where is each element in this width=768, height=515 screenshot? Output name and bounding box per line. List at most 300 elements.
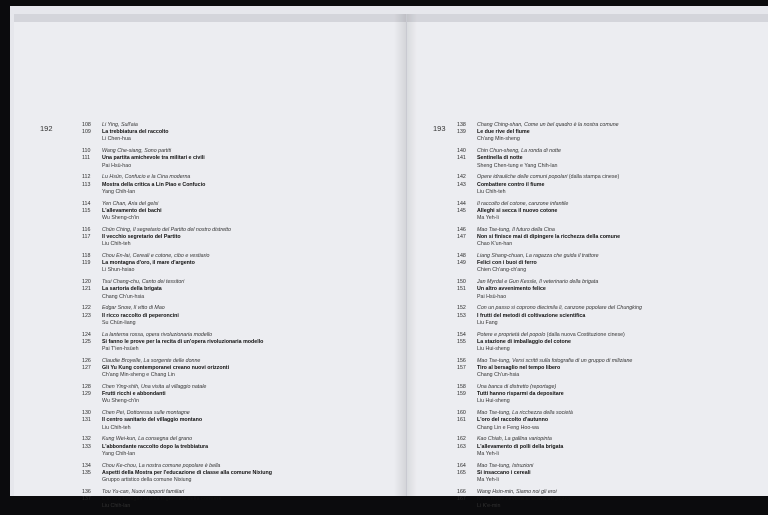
artwork-title: L'allevamento dei bachi [102, 207, 162, 214]
caption-entry [82, 489, 398, 511]
artist-name: Ma Yeh-li [477, 215, 499, 222]
page-ref: 148 [457, 253, 466, 260]
text-intro-row [82, 279, 398, 286]
page-ref: 151 [457, 286, 466, 293]
right-page [407, 14, 768, 510]
page-ref: 119 [82, 260, 91, 267]
indent [82, 372, 102, 379]
text-intro-row [82, 436, 398, 443]
artwork-title-row [457, 365, 763, 372]
page-ref: 136 [82, 488, 91, 495]
page-ref: 145 [457, 207, 466, 214]
open-book [10, 6, 768, 510]
text-intro-row [457, 305, 763, 312]
caption-entry [82, 174, 398, 196]
indent [457, 503, 477, 510]
artwork-title-row [82, 155, 398, 162]
artist-row [82, 372, 398, 379]
caption-entry [457, 148, 763, 170]
left-caption-list [82, 122, 398, 515]
caption-entry [457, 253, 763, 275]
artist-name: Gruppo artistico della comune Nixiung [102, 477, 192, 484]
caption-entry [457, 384, 763, 406]
page-ref: 163 [457, 443, 466, 450]
right-caption-list [457, 122, 763, 515]
page-number-right: 193 [433, 124, 446, 133]
caption-entry [457, 174, 763, 196]
caption-entry [82, 358, 398, 380]
indent [82, 294, 102, 301]
page-ref: 153 [457, 312, 466, 319]
artwork-title: Aspetti della Mostra per l'educazione di classe alla comune Nixiung [102, 469, 272, 476]
text-source: Con un passo si coprono diecimila li, canzone popolare del Chungking [477, 305, 642, 312]
gutter-shadow [407, 14, 417, 496]
page-ref: 162 [457, 436, 466, 443]
indent [82, 189, 102, 196]
caption-entry [457, 463, 763, 485]
artist-row [457, 503, 763, 510]
text-source: Edgar Snow, Il vitto di Mao [102, 305, 165, 312]
indent [82, 346, 102, 353]
artwork-title: Il ricco raccolto di peperoncini [102, 312, 179, 319]
caption-entry [457, 332, 763, 354]
artist-name: Sheng Chen-tung e Yang Chih-lan [477, 162, 558, 169]
indent [457, 451, 477, 458]
text-intro-row [457, 436, 763, 443]
caption-entry [457, 305, 763, 327]
artist-name: Chang Lin e Feng Hoo-wa [477, 424, 539, 431]
artist-row [82, 267, 398, 274]
text-source: Chin Chun-sheng, La ronda di notte [477, 148, 561, 155]
artist-row [82, 294, 398, 301]
page-ref: 159 [457, 391, 466, 398]
artwork-title-row [82, 260, 398, 267]
artwork-title: Tutti hanno risparmi da depositare [477, 391, 564, 398]
caption-entry [457, 436, 763, 458]
caption-entry [457, 410, 763, 432]
artist-row [457, 398, 763, 405]
artist-name: Wu Sheng-ch'in [102, 398, 140, 405]
artist-name: Pai Hsü-hao [102, 162, 132, 169]
text-source: Jan Myrdal e Gun Kessle, Il veterinario della brigata [477, 279, 599, 286]
artwork-title: Mostra della critica a Lin Piao e Confucio [102, 181, 206, 188]
artist-row [457, 215, 763, 222]
artwork-title-row [457, 391, 763, 398]
page-ref: 132 [82, 436, 91, 443]
artist-name: Li K'e-min [477, 503, 501, 510]
text-intro-row [457, 358, 763, 365]
artwork-title-row [457, 444, 763, 451]
page-number-left: 192 [40, 124, 53, 133]
text-source: Chün Ching, Il segretario del Partito del nostro distretto [102, 226, 231, 233]
text-source: Claudie Broyelle, La sorgente delle donne [102, 357, 201, 364]
indent [82, 136, 102, 143]
page-ref: 124 [82, 331, 91, 338]
page-ref: 122 [82, 305, 91, 312]
artist-name: Liu Fang [477, 319, 498, 326]
page-ref: 142 [457, 174, 466, 181]
page-ref: 125 [82, 338, 91, 345]
indent [457, 267, 477, 274]
page-ref: 135 [82, 469, 91, 476]
artist-row [82, 241, 398, 248]
page-ref: 161 [457, 417, 466, 424]
artwork-title-row [82, 391, 398, 398]
text-intro-row [82, 148, 398, 155]
page-ref: 150 [457, 279, 466, 286]
indent [457, 189, 477, 196]
artist-row [82, 503, 398, 510]
artwork-title-row [82, 234, 398, 241]
page-ref: 109 [82, 129, 91, 136]
artist-name: Yang Chih-lan [102, 188, 136, 195]
artist-name: Chien Ch'ang-ch'ang [477, 267, 527, 274]
artwork-title: La stazione di imballaggio del cotone [477, 338, 571, 345]
artist-row [457, 163, 763, 170]
page-ref: 144 [457, 200, 466, 207]
indent [457, 294, 477, 301]
artist-name: Ch'ang Min-sheng e Chang Lin [102, 372, 175, 379]
page-ref: 166 [457, 488, 466, 495]
page-ref: 123 [82, 312, 91, 319]
page-ref: 120 [82, 279, 91, 286]
artwork-title-row [457, 286, 763, 293]
artwork-title: Felici con i buoi di ferro [477, 260, 537, 267]
artist-row [457, 320, 763, 327]
artwork-title-row [457, 234, 763, 241]
caption-entry [457, 122, 763, 144]
artist-name: Ma Yeh-li [477, 450, 499, 457]
text-source: Kung Wei-kun, La consegna del grano [102, 436, 193, 443]
text-intro-row [457, 384, 763, 391]
caption-entry [82, 201, 398, 223]
indent [82, 163, 102, 170]
text-intro-row [457, 410, 763, 417]
page-ref: 110 [82, 148, 91, 155]
artwork-title: Sentinella di notte [477, 155, 523, 162]
page-ref: 130 [82, 410, 91, 417]
indent [82, 241, 102, 248]
text-source: Mao Tse-tung, Istruzioni [477, 462, 534, 469]
indent [82, 267, 102, 274]
indent [82, 215, 102, 222]
artwork-title-row [457, 208, 763, 215]
artist-name: Wu Sheng-ch'in [102, 215, 140, 222]
artwork-title-row [82, 182, 398, 189]
page-ref: 143 [457, 181, 466, 188]
artist-row [457, 267, 763, 274]
artist-row [457, 189, 763, 196]
artist-row [82, 320, 398, 327]
page-ref: 129 [82, 391, 91, 398]
text-intro-row [457, 332, 763, 339]
artwork-title-row [457, 417, 763, 424]
text-intro-row [82, 201, 398, 208]
artwork-title: Alleghi si secca il nuovo cotone [477, 207, 558, 214]
artwork-title-row [82, 129, 398, 136]
artwork-title-row [457, 496, 763, 503]
artist-name: Chang Ch'un-hsia [477, 372, 520, 379]
page-ref: 152 [457, 305, 466, 312]
text-intro-row [82, 384, 398, 391]
indent [457, 163, 477, 170]
artwork-title-row [457, 260, 763, 267]
artwork-title-row [457, 155, 763, 162]
artist-name: Li Chen-hua [102, 136, 131, 143]
page-ref: 121 [82, 286, 91, 293]
caption-entry [82, 279, 398, 301]
text-intro-row [457, 174, 763, 181]
artist-name: Yang Chih-lan [102, 450, 136, 457]
artist-row [457, 477, 763, 484]
page-ref: 112 [82, 174, 91, 181]
text-source: Li Ying, Sull'aia [102, 122, 138, 128]
indent [457, 398, 477, 405]
artwork-title-row [82, 208, 398, 215]
artwork-title-row [82, 496, 398, 503]
artist-name: Chang Ch'un-hsia [102, 293, 145, 300]
text-source: Liang Shang-chuan, La ragazza che guida il trattore [477, 253, 599, 260]
page-ref: 133 [82, 443, 91, 450]
page-ref: 141 [457, 155, 466, 162]
artwork-title: Gli Yu Kung contemporanei creano nuovi orizzonti [102, 365, 230, 372]
indent [457, 477, 477, 484]
text-intro-row [82, 410, 398, 417]
artist-row [457, 425, 763, 432]
artist-row [457, 294, 763, 301]
page-ref: 126 [82, 357, 91, 364]
artist-row [457, 136, 763, 143]
artwork-title: La trebbiatura del raccolto [102, 129, 169, 136]
artwork-title: Combattere contro il fiume [477, 181, 545, 188]
artist-row [82, 189, 398, 196]
text-source: Opere idrauliche delle comuni popolari (dalla stampa cinese) [477, 174, 620, 181]
artist-name: Chao K'un-han [477, 241, 513, 248]
page-ref: 137 [82, 496, 91, 503]
page-ref: 138 [457, 122, 466, 128]
page-ref: 167 [457, 496, 466, 503]
artwork-title: Si fanno le prove per la recita di un'opera rivoluzionaria modello [102, 338, 264, 345]
artwork-title-row [82, 339, 398, 346]
indent [457, 215, 477, 222]
indent [82, 477, 102, 484]
text-intro-row [82, 305, 398, 312]
caption-entry [82, 148, 398, 170]
artwork-title-row [457, 129, 763, 136]
artist-row [457, 241, 763, 248]
page-ref: 157 [457, 365, 466, 372]
text-source: Chou Ke-chou, La nostra comune popolare è bella [102, 462, 221, 469]
artist-row [457, 346, 763, 353]
text-intro-row [457, 122, 763, 129]
text-intro-row [457, 463, 763, 470]
artwork-title-row [457, 470, 763, 477]
page-ref: 114 [82, 200, 91, 207]
text-source: Wang Che-siang, Sono partiti [102, 148, 172, 155]
text-source: Wang Hsin-min, Siamo noi gli eroi [477, 488, 557, 495]
artist-row [82, 163, 398, 170]
page-ref: 128 [82, 384, 91, 391]
artwork-title: Una partita amichevole tra militari e civili [102, 155, 205, 162]
text-intro-row [82, 227, 398, 234]
artwork-title: L'intera famiglia studia il giornale della comune [102, 496, 222, 503]
page-ref: 118 [82, 253, 91, 260]
indent [457, 241, 477, 248]
text-source: La lanterna rossa, opera rivoluzionaria modello [102, 331, 213, 338]
artist-name: Liu Chih-teh [477, 188, 506, 195]
artwork-title-row [457, 313, 763, 320]
page-ref: 131 [82, 417, 91, 424]
artist-name: Liu Hui-sheng [477, 398, 510, 405]
artwork-title: Non si finisce mai di dipingere la ricchezza della comune [477, 234, 621, 241]
artist-row [82, 346, 398, 353]
page-ref: 116 [82, 226, 91, 233]
page-edge [14, 14, 406, 22]
text-source: Yen Chan, Aria del gelsi [102, 200, 159, 207]
artwork-title: Nella notte nevosa si scava un pozzo [477, 496, 571, 503]
artwork-title: La sartoria della brigata [102, 286, 162, 293]
artwork-title: Tiro al bersaglio nel tempo libero [477, 365, 561, 372]
page-ref: 117 [82, 234, 91, 241]
page-ref: 155 [457, 338, 466, 345]
text-source: Tsui Chang-chu, Canto dei tessitori [102, 279, 185, 286]
indent [82, 503, 102, 510]
page-ref: 139 [457, 129, 466, 136]
artwork-title-row [82, 417, 398, 424]
artist-row [82, 477, 398, 484]
text-source: Tou Yu-can, Nuovi rapporti familiari [102, 488, 185, 495]
left-page [14, 14, 407, 510]
text-intro-row [457, 253, 763, 260]
caption-entry [82, 227, 398, 249]
artist-name: Liu Chih-teh [102, 424, 131, 431]
text-source: Chou En-lai, Cereali e cotone, cibo e vestiario [102, 253, 210, 260]
artwork-title: Il centro sanitario del villaggio montano [102, 417, 203, 424]
artwork-title: La montagna d'oro, il mare d'argento [102, 260, 195, 267]
artwork-title-row [82, 444, 398, 451]
caption-entry [82, 384, 398, 406]
artist-row [82, 215, 398, 222]
page-ref: 154 [457, 331, 466, 338]
artwork-title: Un altro avvenimento felice [477, 286, 546, 293]
text-intro-row [457, 279, 763, 286]
indent [82, 425, 102, 432]
caption-entry [457, 279, 763, 301]
artwork-title-row [457, 182, 763, 189]
artwork-title: L'abbondante raccolto dopo la trebbiatura [102, 443, 209, 450]
page-ref: 158 [457, 384, 466, 391]
caption-entry [457, 227, 763, 249]
artist-name: Ch'ang Min-sheng [477, 136, 520, 143]
text-source: Chen Pei, Dottoressa sulle montagne [102, 410, 190, 417]
page-ref: 149 [457, 260, 466, 267]
page-ref: 140 [457, 148, 466, 155]
text-intro-row [82, 332, 398, 339]
artwork-title: Il vecchio segretario del Partito [102, 234, 181, 241]
artist-row [82, 425, 398, 432]
page-ref: 108 [82, 122, 91, 128]
artist-name: Su Chün-liang [102, 319, 136, 326]
text-intro-row [457, 227, 763, 234]
text-intro-row [82, 358, 398, 365]
page-ref: 115 [82, 207, 91, 214]
caption-entry [82, 122, 398, 144]
artist-name: Li Shun-hsiao [102, 267, 135, 274]
artist-row [82, 136, 398, 143]
page-edge [407, 14, 768, 22]
indent [457, 346, 477, 353]
page-ref: 147 [457, 234, 466, 241]
artwork-title: L'oro del raccolto d'autunno [477, 417, 549, 424]
text-source: Chen Ying-shih, Una visita al villaggio natale [102, 384, 207, 391]
text-intro-row [82, 122, 398, 129]
page-ref: 164 [457, 462, 466, 469]
page-ref: 111 [82, 155, 91, 162]
text-source: Mao Tse-tung, Il futuro della Cina [477, 226, 555, 233]
page-ref: 113 [82, 181, 91, 188]
artwork-title: Le due rive del fiume [477, 129, 530, 136]
caption-entry [82, 332, 398, 354]
artwork-title: Si insaccano i cereali [477, 469, 531, 476]
text-source: Potere e proprietà del popolo (dalla nuova Costituzione cinese) [477, 331, 625, 338]
artist-row [82, 398, 398, 405]
page-ref: 146 [457, 226, 466, 233]
artist-name: Liu Chih-lan [102, 503, 131, 510]
indent [457, 425, 477, 432]
artwork-title-row [82, 286, 398, 293]
indent [82, 398, 102, 405]
indent [457, 136, 477, 143]
artist-row [457, 451, 763, 458]
indent [82, 451, 102, 458]
indent [457, 372, 477, 379]
artwork-title-row [82, 365, 398, 372]
caption-entry [82, 305, 398, 327]
page-ref: 160 [457, 410, 466, 417]
text-intro-row [82, 253, 398, 260]
artist-name: Pai Hsü-hao [477, 293, 507, 300]
text-intro-row [457, 201, 763, 208]
caption-entry [457, 201, 763, 223]
caption-entry [82, 253, 398, 275]
artist-name: Pai T'ien-hsüeh [102, 346, 139, 353]
indent [457, 320, 477, 327]
artist-name: Ma Yeh-li [477, 477, 499, 484]
page-ref: 156 [457, 357, 466, 364]
artwork-title: I frutti del metodi di coltivazione scientifica [477, 312, 586, 319]
text-intro-row [457, 489, 763, 496]
caption-entry [82, 463, 398, 485]
page-ref: 165 [457, 469, 466, 476]
indent [82, 320, 102, 327]
caption-entry [457, 358, 763, 380]
artist-row [457, 372, 763, 379]
artwork-title: L'allevamento di polli della brigata [477, 443, 564, 450]
text-intro-row [82, 174, 398, 181]
text-source: Lu Hsün, Confucio e la Cina moderna [102, 174, 191, 181]
text-source: Mao Tse-tung, Versi scritti sulla fotografia di un gruppo di miliziane [477, 357, 633, 364]
artwork-title-row [82, 470, 398, 477]
artwork-title-row [82, 313, 398, 320]
artist-name: Liu Chih-teh [102, 241, 131, 248]
artist-name: Liu Hui-sheng [477, 346, 510, 353]
caption-entry [82, 410, 398, 432]
text-source: Il raccolto del cotone, canzone infantile [477, 200, 569, 207]
caption-entry [457, 489, 763, 511]
text-intro-row [457, 148, 763, 155]
text-source: Chang Ching-shan, Come un bel quadro è la nostra comune [477, 122, 619, 128]
artwork-title: Frutti ricchi e abbondanti [102, 391, 166, 398]
